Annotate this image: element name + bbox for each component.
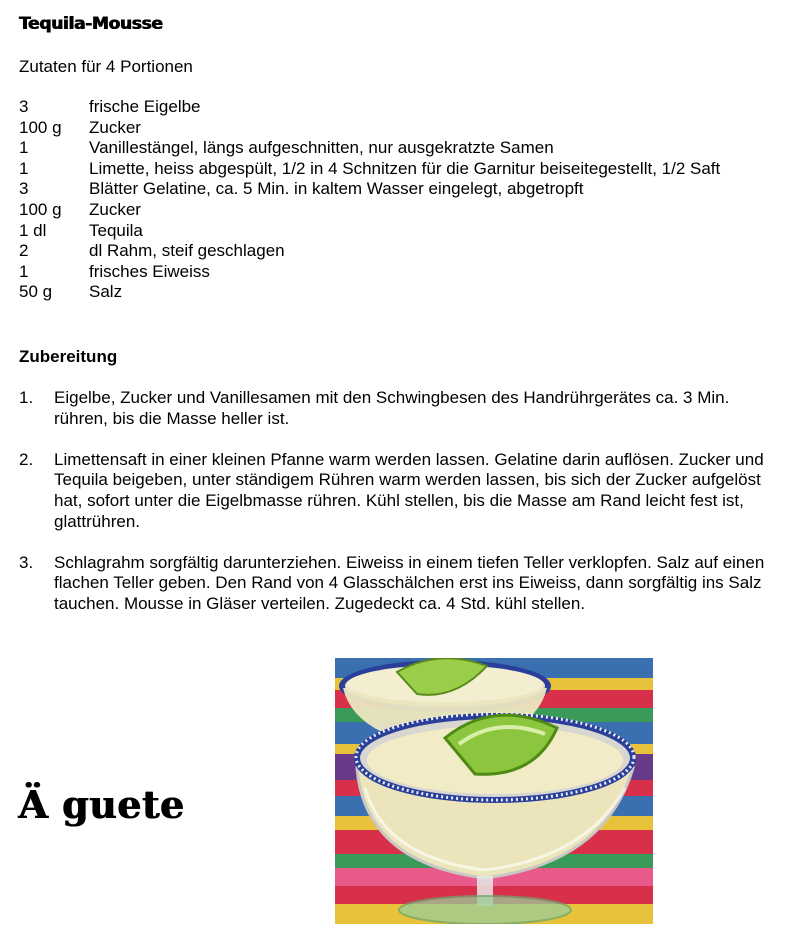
step-text: Schlagrahm sorgfältig darunterziehen. Eiweiss in einem tiefen Teller verklopfen. Salz auf einen flachen Teller geben. Den Rand von 4 Glasschälchen erst ins Eiweiss, dann sorgfältig ins Salz tauchen. Mousse in Gläser verteilen. Zugedeckt ca. 4 Std. kühl stellen. bbox=[54, 552, 765, 613]
greeting-text: Ä guete bbox=[18, 782, 185, 827]
ingredient-row bbox=[19, 138, 720, 159]
mousse-glass-photo bbox=[335, 658, 653, 924]
ingredient-item: Vanillestängel, längs aufgeschnitten, nur ausgekratzte Samen bbox=[89, 138, 554, 158]
step-number: 3. bbox=[19, 552, 34, 572]
ingredient-qty: 100 g bbox=[19, 117, 62, 137]
step-number: 2. bbox=[19, 449, 34, 469]
ingredient-item: Salz bbox=[89, 282, 123, 302]
ingredient-row bbox=[19, 282, 720, 303]
ingredient-list bbox=[19, 97, 720, 303]
ingredient-item: frische Eigelbe bbox=[89, 97, 201, 116]
ingredient-row bbox=[19, 159, 720, 180]
ingredient-item: Limette, heiss abgespült, 1/2 in 4 Schnitzen für die Garnitur beiseitegestellt, 1/2 Saft bbox=[89, 158, 721, 178]
ingredient-qty: 3 bbox=[19, 179, 29, 199]
ingredient-row bbox=[19, 179, 720, 200]
ingredient-row bbox=[19, 200, 720, 221]
step-number: 1. bbox=[19, 388, 34, 407]
step-item bbox=[19, 450, 781, 532]
preparation-steps bbox=[19, 388, 781, 635]
ingredient-row bbox=[19, 262, 720, 283]
ingredient-qty: 1 bbox=[19, 158, 29, 178]
step-item bbox=[19, 388, 781, 429]
ingredient-row bbox=[19, 221, 720, 242]
servings-line: Zutaten für 4 Portionen bbox=[19, 57, 193, 76]
ingredient-qty: 1 bbox=[19, 138, 29, 158]
ingredient-item: dl Rahm, steif geschlagen bbox=[89, 241, 285, 261]
ingredient-row bbox=[19, 118, 720, 139]
preparation-heading: Zubereitung bbox=[19, 347, 118, 366]
photo-illustration bbox=[335, 658, 653, 924]
ingredient-qty: 2 bbox=[19, 241, 29, 261]
ingredient-qty: 3 bbox=[19, 97, 29, 116]
ingredient-qty: 1 bbox=[19, 261, 29, 281]
step-item bbox=[19, 553, 781, 615]
step-text: Eigelbe, Zucker und Vanillesamen mit den Schwingbesen des Handrührgerätes ca. 3 Min. rühren, bis die Masse heller ist. bbox=[54, 388, 730, 428]
ingredient-item: Zucker bbox=[89, 117, 141, 137]
step-text: Limettensaft in einer kleinen Pfanne warm werden lassen. Gelatine darin auflösen. Zucker und Tequila beigeben, unter ständigem Rühren warm werden lassen, bis sich der Zucker aufgelöst hat, sofort unter die Eigelbmasse rühren. Kühl stellen, bis die Masse am Rand leicht fest ist, glattrühren. bbox=[54, 449, 764, 531]
ingredient-qty: 1 dl bbox=[19, 220, 47, 240]
ingredient-row bbox=[19, 241, 720, 262]
ingredient-qty: 50 g bbox=[19, 282, 53, 302]
ingredient-item: Tequila bbox=[89, 220, 143, 240]
recipe-title: Tequila-Mousse bbox=[19, 14, 163, 34]
ingredient-item: Zucker bbox=[89, 199, 141, 219]
ingredient-qty: 100 g bbox=[19, 199, 62, 219]
ingredient-item: frisches Eiweiss bbox=[89, 261, 210, 281]
ingredient-row bbox=[19, 97, 720, 118]
ingredient-item: Blätter Gelatine, ca. 5 Min. in kaltem Wasser eingelegt, abgetropft bbox=[89, 179, 584, 199]
